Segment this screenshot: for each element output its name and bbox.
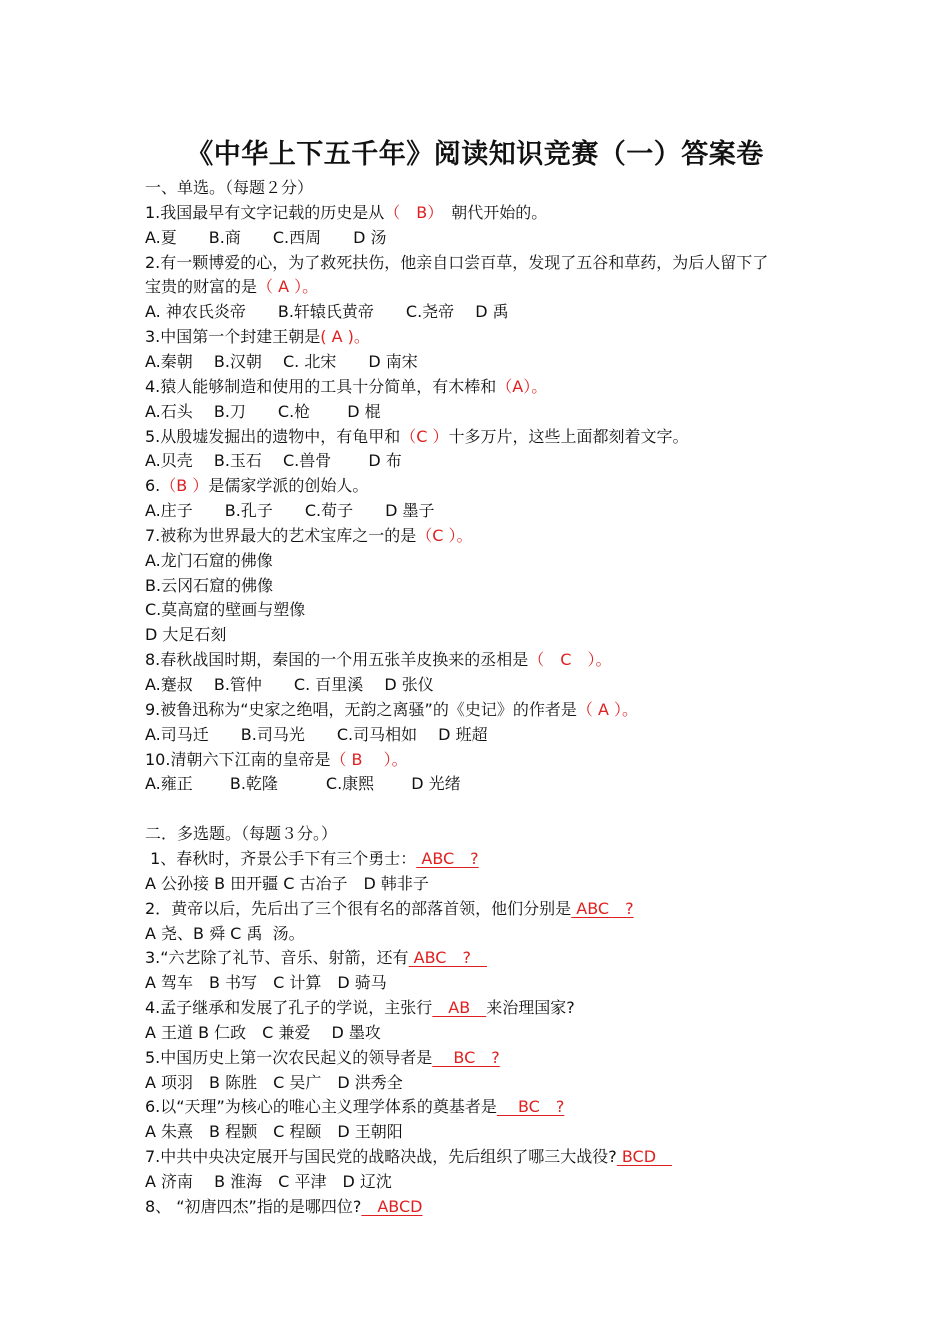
answer-text: （ C ）。 <box>528 650 612 670</box>
text-line <box>145 650 611 670</box>
line-text: 8、 “初唐四杰”指的是哪四位? <box>145 1196 362 1216</box>
line-text: A.秦朝 B.汉朝 C. 北宋 D 南宋 <box>145 351 418 371</box>
line-text: A.蹇叔 B.管仲 C. 百里溪 D 张仪 <box>145 675 434 694</box>
line-text: 二．多选题。（每题３分。） <box>145 824 338 844</box>
text-line <box>145 675 434 695</box>
line-text: 7.中共中央决定展开与国民党的战略决战，先后组织了哪三大战役? <box>145 1147 617 1167</box>
text-line <box>145 327 370 347</box>
text-line <box>145 427 689 447</box>
answer-text: ABCD <box>361 1196 423 1216</box>
text-line <box>145 874 429 894</box>
document-title: 《中华上下五千年》阅读知识竞赛（一）答案卷 <box>186 139 764 170</box>
line-text: A 朱熹 B 程颢 C 程颐 D 王朝阳 <box>145 1122 403 1142</box>
text-line <box>145 178 313 198</box>
line-text: 5.中国历史上第一次农民起义的领导者是 <box>145 1047 433 1067</box>
text-line <box>145 824 337 844</box>
text-line <box>145 203 547 223</box>
line-text: 十多万片，这些上面都刻着文字。 <box>448 426 689 446</box>
text-line <box>145 1197 422 1217</box>
line-text: 宝贵的财富的是 <box>145 277 258 297</box>
line-text: 一、单选。（每题２分） <box>145 178 314 197</box>
text-line <box>145 551 273 571</box>
line-text: A. 神农氏炎帝 B.轩辕氏黄帝 C.尧帝 D 禹 <box>145 302 509 322</box>
line-text: A 公孙接 B 田开疆 C 古冶子 D 韩非子 <box>145 873 429 893</box>
text-line <box>145 774 461 794</box>
answer-text: BC ? <box>496 1097 565 1117</box>
text-line <box>145 476 368 496</box>
line-text: 2．黄帝以后，先后出了三个很有名的部落首领，他们分别是 <box>145 898 572 918</box>
text-line <box>145 600 305 620</box>
answer-text: （C ） <box>400 426 449 446</box>
text-line <box>145 1147 672 1167</box>
text-line <box>145 526 473 546</box>
answer-text: ABC ? <box>408 948 487 968</box>
line-text: 是儒家学派的创始人。 <box>208 476 369 496</box>
text-line <box>145 998 575 1018</box>
text-line <box>145 924 305 944</box>
text-line <box>145 948 487 968</box>
text-line <box>145 625 226 645</box>
line-text: A 项羽 B 陈胜 C 吴广 D 洪秀全 <box>145 1072 403 1092</box>
line-text: A 王道 B 仁政 C 兼爱 D 墨攻 <box>145 1022 381 1042</box>
answer-text: （ B ）。 <box>330 749 408 769</box>
line-text: 6.以“天理”为核心的唯心主义理学体系的奠基者是 <box>145 1097 497 1117</box>
line-text: A.贝壳 B.玉石 C.兽骨 D 布 <box>145 451 402 471</box>
text-line <box>145 277 318 297</box>
line-text: A.雍正 B.乾隆 C.康熙 D 光绪 <box>145 774 461 794</box>
answer-text: BC ? <box>432 1047 500 1067</box>
text-line <box>145 228 386 248</box>
answer-text: （B ） <box>160 476 209 496</box>
text-line <box>145 1122 403 1142</box>
line-text: A 尧、B 舜 C 禹 汤。 <box>145 923 305 943</box>
text-line <box>145 899 634 919</box>
text-line <box>145 501 434 521</box>
text-line <box>145 750 408 770</box>
line-text: A 驾车 B 书写 C 计算 D 骑马 <box>145 973 387 993</box>
text-line <box>145 725 488 745</box>
text-line <box>145 451 402 471</box>
line-text: 8.春秋战国时期，秦国的一个用五张羊皮换来的丞相是 <box>145 650 529 670</box>
line-text: B.云冈石窟的佛像 <box>145 575 274 595</box>
text-line <box>145 576 273 596</box>
answer-text: （ A ）。 <box>257 277 319 297</box>
line-text: 3.中国第一个封建王朝是 <box>145 327 321 347</box>
text-line <box>145 1023 381 1043</box>
text-line <box>145 849 479 869</box>
line-text: 5.从殷墟发掘出的遗物中，有龟甲和 <box>145 426 401 446</box>
text-line <box>145 402 381 422</box>
answer-text: ABC ? <box>571 898 634 918</box>
text-line <box>145 973 387 993</box>
line-text: 1、春秋时，齐景公手下有三个勇士： <box>145 848 417 868</box>
answer-text: （ A ）。 <box>576 699 638 719</box>
text-line <box>145 302 509 322</box>
line-text: 3.“六艺除了礼节、音乐、射箭，还有 <box>145 948 409 968</box>
answer-text: （ B） <box>384 202 436 222</box>
text-line <box>145 253 768 273</box>
answer-text: （A）。 <box>496 376 548 396</box>
answer-text: ( A )。 <box>320 327 370 347</box>
text-line <box>145 1048 500 1068</box>
answer-text: （C ）。 <box>416 525 473 545</box>
answer-text: ABC ? <box>416 848 479 868</box>
line-text: A.龙门石窟的佛像 <box>145 550 273 570</box>
text-line <box>145 1172 392 1192</box>
line-text: 9.被鲁迅称为“史家之绝唱，无韵之离骚”的《史记》的作者是 <box>145 699 577 719</box>
line-text: A.夏 B.商 C.西周 D 汤 <box>145 227 387 247</box>
line-text: 10.清朝六下江南的皇帝是 <box>145 749 331 769</box>
line-text: 6. <box>145 476 161 496</box>
line-text: A.石头 B.刀 C.枪 D 棍 <box>145 401 381 421</box>
line-text: A.司马迁 B.司马光 C.司马相如 D 班超 <box>145 724 488 744</box>
line-text: 来治理国家? <box>486 998 575 1018</box>
line-text: D 大足石刻 <box>145 625 227 645</box>
line-text: 7.被称为世界最大的艺术宝库之一的是 <box>145 525 417 545</box>
line-text: A 济南 B 淮海 C 平津 D 辽沈 <box>145 1172 392 1191</box>
line-text: 朝代开始的。 <box>435 202 548 222</box>
answer-text: BCD <box>616 1147 673 1167</box>
line-text: A.庄子 B.孔子 C.荀子 D 墨子 <box>145 501 435 521</box>
text-line <box>145 1073 403 1093</box>
text-line <box>145 352 418 372</box>
text-line <box>145 700 638 720</box>
line-text: 4.猿人能够制造和使用的工具十分简单，有木棒和 <box>145 376 497 396</box>
line-text: 4.孟子继承和发展了孔子的学说，主张行 <box>145 998 433 1018</box>
line-text: 1.我国最早有文字记载的历史是从 <box>145 202 385 222</box>
line-text: C.莫高窟的壁画与塑像 <box>145 600 306 620</box>
text-line <box>145 1097 564 1117</box>
line-text: 2.有一颗博爱的心，为了救死扶伤，他亲自口尝百草，发现了五谷和草药，为后人留下了 <box>145 252 769 272</box>
answer-text: AB <box>432 998 487 1018</box>
text-line <box>145 377 547 397</box>
